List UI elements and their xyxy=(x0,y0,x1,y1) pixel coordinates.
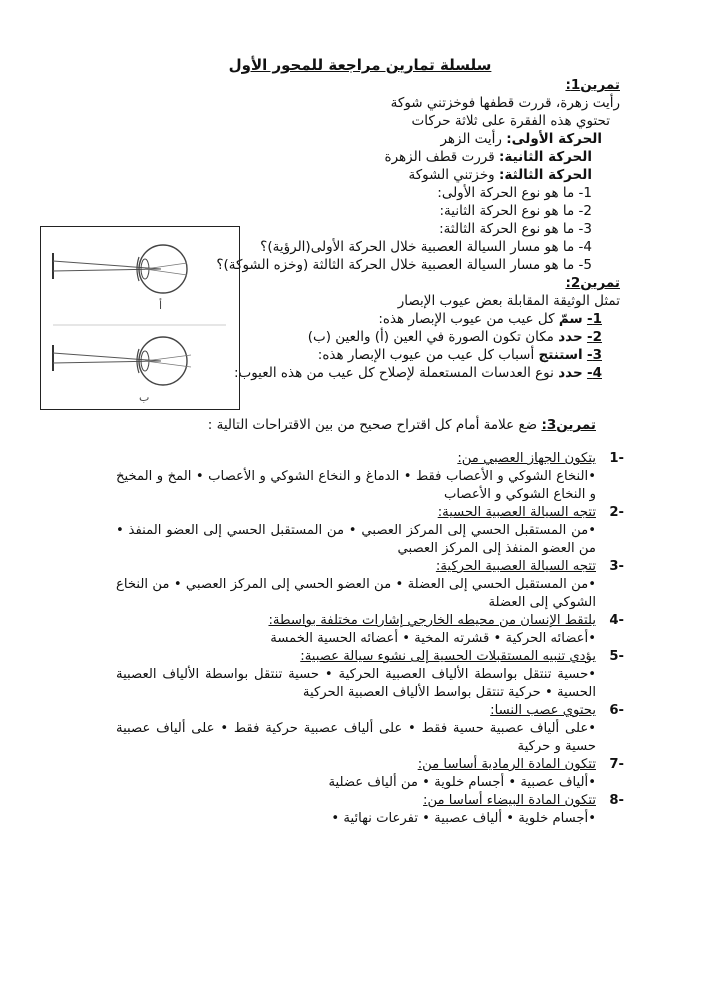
item-number: 2- xyxy=(586,329,602,345)
eye-diagrams-svg xyxy=(41,227,238,408)
mcq-options[interactable]: •من المستقبل الحسي إلى العضلة • من العضو الحسي إلى المركز العصبي • من النخاع الشوكي إلى العضلة xyxy=(116,577,596,610)
mcq-question: يلتقط الإنسان من محيطه الخارجي إشارات مختلفة بواسطة: xyxy=(268,613,596,628)
mcq-item xyxy=(116,558,624,612)
mcq-number: 2- xyxy=(609,505,624,520)
exercise-3-label: تمرين3: xyxy=(541,417,596,433)
ex2-intro: تمثل الوثيقة المقابلة بعض عيوب الإبصار xyxy=(397,293,620,309)
eye-diagram-a xyxy=(53,245,187,312)
mcq-question: تتجه السيالة العصبية الحركية: xyxy=(435,559,596,574)
mcq-options[interactable]: •حسية تنتقل بواسطة الألياف العصبية الحركية • حسية تنتقل بواسطة الألياف العصبية الحسية • حركية تنتقل بواسط الألياف العصبية الحركية xyxy=(116,667,596,700)
mcq-item xyxy=(116,756,624,792)
mcq-options[interactable]: •أعضائه الحركية • قشرته المخية • أعضائه الحسية الخمسة xyxy=(270,631,596,646)
ex1-move-3 xyxy=(80,166,620,184)
move-label: الحركة الثالثة: xyxy=(498,167,592,183)
item-number: 4- xyxy=(586,365,602,381)
item-number: 1- xyxy=(586,311,602,327)
figure-label-b: ب xyxy=(139,391,150,404)
ex1-text-line: تحتوي هذه الفقرة على ثلاثة حركات xyxy=(411,113,610,129)
ex1-question: 5- ما هو مسار السيالة العصبية خلال الحركة الثالثة (وخزه الشوكة)؟ xyxy=(216,257,592,273)
mcq-options[interactable]: •على ألياف عصبية حسية فقط • على ألياف عصبية حركية فقط • على ألياف عصبية حسية و حركية xyxy=(116,721,596,754)
item-verb: استنتج xyxy=(538,347,583,363)
move-text: وخزتني الشوكة xyxy=(408,167,499,183)
move-text: رأيت الزهر xyxy=(440,131,507,147)
mcq-question: تتكون المادة الرمادية أساسا من: xyxy=(417,757,596,772)
item-text: كل عيب من عيوب الإبصار هذه: xyxy=(378,311,559,327)
mcq-question: يحتوي عصب النسا: xyxy=(490,703,596,718)
item-text: نوع العدسات المستعملة لإصلاح كل عيب من هذه العيوب: xyxy=(233,365,559,381)
ex1-move-2 xyxy=(80,148,620,166)
figure-label-a: أ xyxy=(159,299,163,312)
exercise-3-instruction: ضع علامة أمام كل اقتراح صحيح من بين الاقتراحات التالية : xyxy=(207,417,542,433)
ex1-question: 1- ما هو نوع الحركة الأولى: xyxy=(437,185,592,201)
mcq-item xyxy=(116,504,624,558)
move-label: الحركة الثانية: xyxy=(498,149,592,165)
exercise-2-label: تمرين2: xyxy=(565,275,620,291)
ex1-question: 3- ما هو نوع الحركة الثالثة: xyxy=(439,221,592,237)
mcq-options[interactable]: •ألياف عصبية • أجسام خلوية • من ألياف عضلية xyxy=(328,775,596,790)
eye-defects-figure xyxy=(40,226,240,410)
mcq-options[interactable]: •أجسام خلوية • ألياف عصبية • تفرعات نهائية • xyxy=(331,811,596,826)
mcq-item xyxy=(116,450,624,504)
mcq-item xyxy=(116,702,624,756)
mcq-question: يتكون الجهاز العصبي من: xyxy=(457,451,596,466)
mcq-options[interactable]: •من المستقبل الحسي إلى المركز العصبي • من المستقبل الحسي إلى العضو المنفذ • من العضو المنفذ إلى المركز العصبي xyxy=(116,523,596,556)
mcq-number: 4- xyxy=(609,613,624,628)
item-text: أسباب كل عيب من عيوب الإبصار هذه: xyxy=(317,347,539,363)
mcq-item xyxy=(116,792,624,828)
mcq-number: 1- xyxy=(609,451,624,466)
mcq-number: 6- xyxy=(609,703,624,718)
mcq-item xyxy=(116,612,624,648)
item-number: 3- xyxy=(586,347,602,363)
eye-diagram-b xyxy=(53,337,191,404)
mcq-number: 8- xyxy=(609,793,624,808)
ex1-question: 4- ما هو مسار السيالة العصبية خلال الحركة الأولى(الرؤية)؟ xyxy=(260,239,592,255)
item-verb: حدد xyxy=(558,329,583,345)
mcq-number: 5- xyxy=(609,649,624,664)
move-text: قررت قطف الزهرة xyxy=(384,149,499,165)
mcq-list xyxy=(116,450,624,828)
page-title: سلسلة تمارين مراجعة للمحور الأول xyxy=(228,56,492,74)
exercise-1-label: تمرين1: xyxy=(565,77,620,93)
mcq-number: 7- xyxy=(609,757,624,772)
ex1-text-line: رأيت زهرة، قررت قطفها فوخزتني شوكة xyxy=(390,95,620,111)
item-text: مكان تكون الصورة في العين (أ) والعين (ب) xyxy=(307,329,559,345)
item-verb: حدد xyxy=(558,365,583,381)
item-verb: سمّ xyxy=(558,311,583,327)
mcq-question: تتكون المادة البيضاء أساسا من: xyxy=(423,793,596,808)
mcq-question: تتجه السيالة العصبية الحسية: xyxy=(437,505,596,520)
mcq-item xyxy=(116,648,624,702)
ex1-move-1 xyxy=(80,130,620,148)
move-label: الحركة الأولى: xyxy=(506,131,602,147)
ex1-question: 2- ما هو نوع الحركة الثانية: xyxy=(439,203,592,219)
mcq-number: 3- xyxy=(609,559,624,574)
mcq-options[interactable]: •النخاع الشوكي و الأعصاب فقط • الدماغ و النخاع الشوكي و الأعصاب • المخ و المخيخ و النخاع الشوكي و الأعصاب xyxy=(116,469,596,502)
exercise-3 xyxy=(76,416,596,434)
mcq-question: يؤدي تنبيه المستقبلات الحسية إلى نشوء سيالة عصبية: xyxy=(300,649,596,664)
